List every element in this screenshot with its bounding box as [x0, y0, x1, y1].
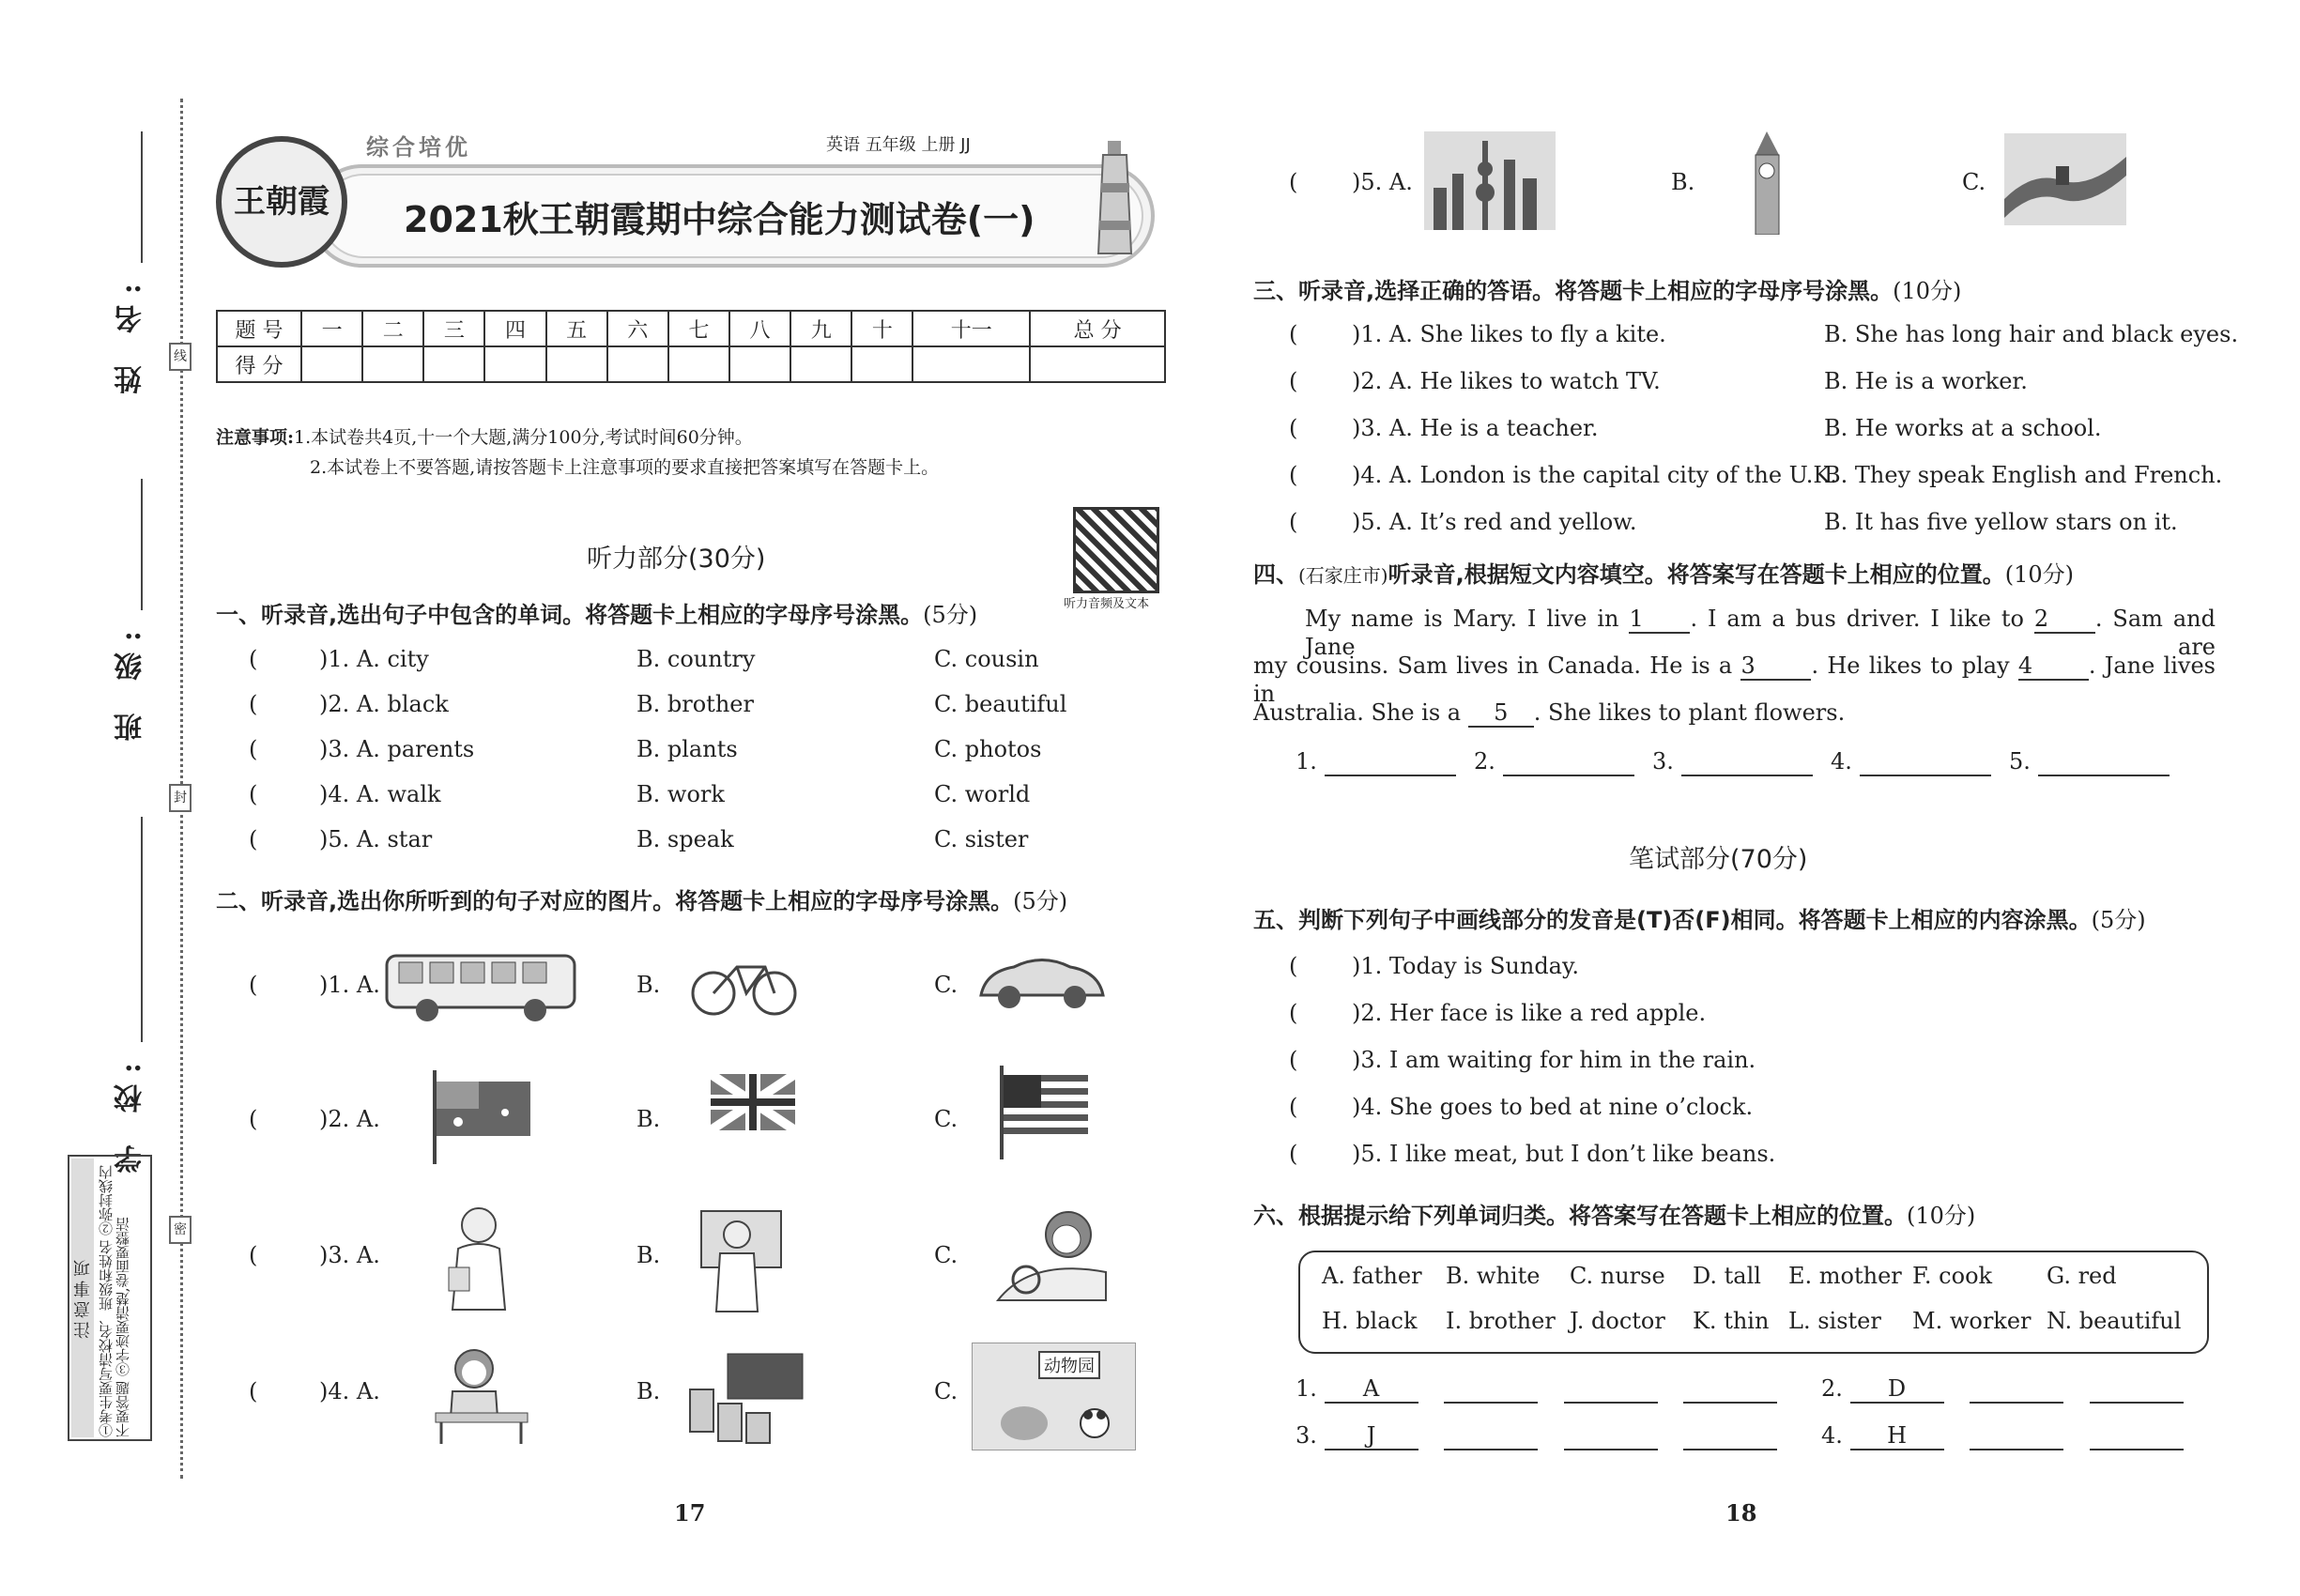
driver-picture[interactable] — [993, 1206, 1115, 1305]
answer-paren[interactable]: ( — [249, 781, 258, 807]
zoo-picture[interactable] — [972, 1343, 1136, 1450]
uk-flag-picture[interactable] — [709, 1072, 798, 1143]
score-table — [216, 310, 1166, 383]
answer-paren[interactable]: ( — [1289, 1000, 1298, 1026]
passage-line-2: my cousins. Sam lives in Canada. He is a 3 . He likes to play 4 . Jane lives in — [1253, 652, 2216, 707]
girl-at-desk-picture[interactable] — [432, 1343, 530, 1446]
seal-mark-secret: 密 — [169, 1216, 192, 1244]
answer-paren[interactable]: ( — [249, 691, 258, 717]
s1-q3-b: B. plants — [636, 736, 738, 762]
answer-paren[interactable]: ( — [1289, 953, 1298, 979]
s2-q4: )4. A. — [319, 1378, 380, 1404]
notice-label: 注意事项: — [216, 427, 295, 448]
class-field[interactable] — [141, 479, 143, 610]
answer-paren[interactable]: ( — [249, 1242, 258, 1268]
word-i: I. brother — [1446, 1308, 1556, 1334]
score-table-header-row — [217, 311, 1165, 346]
s1-q1-c: C. cousin — [934, 646, 1039, 672]
s2-q5-b: B. — [1671, 169, 1695, 195]
answer-line-1[interactable]: 1. — [1296, 748, 1456, 776]
page-number-right: 18 — [1725, 1499, 1757, 1527]
score-col: 三 — [423, 311, 484, 346]
score-col: 总 分 — [1030, 311, 1165, 346]
s2-q5-c: C. — [1962, 169, 1986, 195]
category-2[interactable]: 2. D — [1821, 1375, 2184, 1404]
qr-code[interactable] — [1073, 507, 1159, 593]
word-m: M. worker — [1912, 1308, 2032, 1334]
word-n: N. beautiful — [2047, 1308, 2182, 1334]
s2-q1-b: B. — [636, 972, 661, 998]
s3-q3-b: B. He works at a school. — [1824, 415, 2102, 441]
s2-q2-b: B. — [636, 1106, 661, 1132]
notice-line-2: 2.本试卷上不要答题,请按答题卡上注意事项的要求直接把答案填写在答题卡上。 — [310, 457, 940, 478]
s1-q2: )2. A. black — [319, 691, 449, 717]
answer-paren[interactable]: ( — [249, 736, 258, 762]
score-col: 八 — [729, 311, 790, 346]
s1-q4-c: C. world — [934, 781, 1031, 807]
section-2-title: 二、听录音,选出你所听到的句子对应的图片。将答题卡上相应的字母序号涂黑。(5分) — [216, 888, 1068, 914]
word-j: J. doctor — [1570, 1308, 1665, 1334]
margin-notes-title: 注意事项 — [71, 1159, 94, 1437]
bus-picture[interactable] — [385, 948, 577, 1023]
score-row-label: 得 分 — [217, 346, 301, 382]
s3-q2-a: )2. A. He likes to watch TV. — [1352, 368, 1661, 394]
s1-q4-b: B. work — [636, 781, 725, 807]
s1-q5-c: C. sister — [934, 826, 1029, 852]
exam-title: 2021秋王朝霞期中综合能力测试卷(一) — [404, 199, 1035, 240]
answer-paren[interactable]: ( — [1289, 368, 1298, 394]
word-b: B. white — [1446, 1263, 1541, 1289]
s5-q2: )2. Her face is like a red apple. — [1352, 1000, 1707, 1026]
page-number-left: 17 — [674, 1499, 706, 1527]
score-table-score-row — [217, 346, 1165, 382]
score-col: 五 — [546, 311, 607, 346]
s2-q4-b: B. — [636, 1378, 661, 1404]
score-col: 一 — [301, 311, 362, 346]
big-ben-picture[interactable] — [1746, 131, 1788, 235]
name-field[interactable] — [141, 131, 143, 263]
passage-line-1: My name is Mary. I live in 1 . I am a bus driver. I like to 2 . Sam and Jane are — [1305, 606, 2216, 660]
margin-notes-items: ①考生要写清校名、班级和姓名 ②弥封线内不要答题 ③字迹要清楚,卷面要整洁 — [98, 1165, 131, 1437]
s2-q3-c: C. — [934, 1242, 958, 1268]
s3-q4-b: B. They speak English and French. — [1824, 462, 2223, 488]
zoo-sign: 动物园 — [1038, 1351, 1100, 1379]
category-4[interactable]: 4. H — [1821, 1422, 2184, 1450]
s3-q2-b: B. He is a worker. — [1824, 368, 2028, 394]
s3-q3-a: )3. A. He is a teacher. — [1352, 415, 1599, 441]
subject-line: 英语 五年级 上册 JJ — [826, 135, 971, 155]
passage-line-3: Australia. She is a 5 . She likes to plant flowers. — [1253, 699, 1846, 726]
car-picture[interactable] — [976, 948, 1108, 1014]
answer-paren[interactable]: ( — [1289, 1047, 1298, 1073]
answer-paren[interactable]: ( — [249, 1106, 258, 1132]
answer-line-5[interactable]: 5. — [2009, 748, 2170, 776]
s1-q1: )1. A. city — [319, 646, 429, 672]
score-col: 十 — [851, 311, 912, 346]
s2-q1: )1. A. — [319, 972, 380, 998]
score-col: 四 — [484, 311, 545, 346]
s3-q1-b: B. She has long hair and black eyes. — [1824, 321, 2239, 347]
category-3[interactable]: 3. J — [1296, 1422, 1777, 1450]
cinema-seats-picture[interactable] — [685, 1352, 807, 1446]
score-col: 十一 — [912, 311, 1030, 346]
s5-q5: )5. I like meat, but I don’t like beans. — [1352, 1141, 1776, 1167]
word-d: D. tall — [1693, 1263, 1761, 1289]
s1-q2-c: C. beautiful — [934, 691, 1067, 717]
s2-q3: )3. A. — [319, 1242, 380, 1268]
category-1[interactable]: 1. A — [1296, 1375, 1777, 1404]
s2-q2-c: C. — [934, 1106, 958, 1132]
writing-part-title: 笔试部分(70分) — [1629, 845, 1808, 874]
answer-paren[interactable]: ( — [249, 972, 258, 998]
exam-header — [216, 117, 1164, 268]
word-h: H. black — [1322, 1308, 1418, 1334]
s5-q3: )3. I am waiting for him in the rain. — [1352, 1047, 1756, 1073]
answer-paren[interactable]: ( — [1289, 1141, 1298, 1167]
school-field[interactable] — [141, 817, 143, 1042]
s5-q4: )4. She goes to bed at nine o’clock. — [1352, 1094, 1754, 1120]
school-label: 学 校: — [115, 1051, 147, 1174]
score-row-label: 题 号 — [217, 311, 301, 346]
s1-q5: )5. A. star — [319, 826, 433, 852]
answer-paren[interactable]: ( — [1289, 321, 1298, 347]
word-c: C. nurse — [1570, 1263, 1665, 1289]
answer-line-4[interactable]: 4. — [1831, 748, 1991, 776]
qr-caption: 听力音频及文本 — [1064, 597, 1150, 611]
score-col: 七 — [668, 311, 729, 346]
word-f: F. cook — [1912, 1263, 1993, 1289]
australia-flag-picture[interactable] — [430, 1070, 533, 1164]
score-col: 二 — [362, 311, 423, 346]
class-label: 班 级: — [115, 620, 147, 742]
s2-q4-c: C. — [934, 1378, 958, 1404]
score-col: 六 — [607, 311, 668, 346]
answer-line-2[interactable]: 2. — [1474, 748, 1634, 776]
s3-q1-a: )1. A. She likes to fly a kite. — [1352, 321, 1666, 347]
answer-paren[interactable]: ( — [1289, 415, 1298, 441]
section-3-title: 三、听录音,选择正确的答语。将答题卡上相应的字母序号涂黑。(10分) — [1253, 278, 1962, 304]
margin-notes-box — [68, 1155, 152, 1441]
header-tag: 综合培优 — [366, 133, 471, 161]
s2-q1-c: C. — [934, 972, 958, 998]
notice-line-1: 1.本试卷共4页,十一个大题,满分100分,考试时间60分钟。 — [294, 427, 753, 448]
word-k: K. thin — [1693, 1308, 1770, 1334]
seal-mark-seal: 封 — [169, 784, 192, 812]
s3-q4-a: )4. A. London is the capital city of the U.K. — [1352, 462, 1837, 488]
zoo-animals-icon — [982, 1390, 1132, 1447]
lighthouse-icon — [1094, 136, 1136, 258]
answer-paren[interactable]: ( — [1289, 462, 1298, 488]
s1-q4: )4. A. walk — [319, 781, 441, 807]
s5-q1: )1. Today is Sunday. — [1352, 953, 1579, 979]
s1-q3: )3. A. parents — [319, 736, 475, 762]
answer-paren[interactable]: ( — [249, 826, 258, 852]
answer-line-3[interactable]: 3. — [1652, 748, 1813, 776]
answer-paren[interactable]: ( — [1289, 1094, 1298, 1120]
section-4-title: 四、(石家庄市)听录音,根据短文内容填空。将答案写在答题卡上相应的位置。(10分) — [1253, 561, 2074, 588]
name-label: 姓 名: — [115, 272, 147, 394]
great-wall-picture[interactable] — [2004, 133, 2126, 225]
woman-with-bag-picture[interactable] — [441, 1202, 516, 1314]
s2-q3-b: B. — [636, 1242, 661, 1268]
listening-part-title: 听力部分(30分) — [587, 545, 766, 574]
s2-q5: )5. A. — [1352, 169, 1413, 195]
s3-q5-a: )5. A. It’s red and yellow. — [1352, 509, 1637, 535]
shanghai-skyline-picture[interactable] — [1424, 131, 1556, 230]
s3-q5-b: B. It has five yellow stars on it. — [1824, 509, 2178, 535]
section-1-title: 一、听录音,选出句子中包含的单词。将答题卡上相应的字母序号涂黑。(5分) — [216, 602, 978, 628]
answer-paren[interactable]: ( — [1289, 169, 1298, 195]
s2-q2: )2. A. — [319, 1106, 380, 1132]
s1-q1-b: B. country — [636, 646, 756, 672]
word-l: L. sister — [1788, 1308, 1881, 1334]
answer-paren[interactable]: ( — [249, 1378, 258, 1404]
word-a: A. father — [1322, 1263, 1422, 1289]
bicycle-picture[interactable] — [690, 948, 798, 1019]
s1-q2-b: B. brother — [636, 691, 754, 717]
brand-logo: 王朝霞 — [216, 136, 347, 268]
answer-paren[interactable]: ( — [1289, 509, 1298, 535]
answer-paren[interactable]: ( — [249, 646, 258, 672]
s1-q5-b: B. speak — [636, 826, 734, 852]
s1-q3-c: C. photos — [934, 736, 1042, 762]
seal-mark-line: 线 — [169, 343, 192, 371]
word-g: G. red — [2047, 1263, 2117, 1289]
section-5-title: 五、判断下列句子中画线部分的发音是(T)否(F)相同。将答题卡上相应的内容涂黑。(5分) — [1253, 907, 2146, 933]
usa-flag-picture[interactable] — [998, 1066, 1092, 1159]
score-col: 九 — [790, 311, 851, 346]
exam-notice — [216, 422, 939, 483]
word-e: E. mother — [1788, 1263, 1902, 1289]
section-6-title: 六、根据提示给下列单词归类。将答案写在答题卡上相应的位置。(10分) — [1253, 1203, 1976, 1229]
teacher-picture[interactable] — [699, 1206, 784, 1314]
